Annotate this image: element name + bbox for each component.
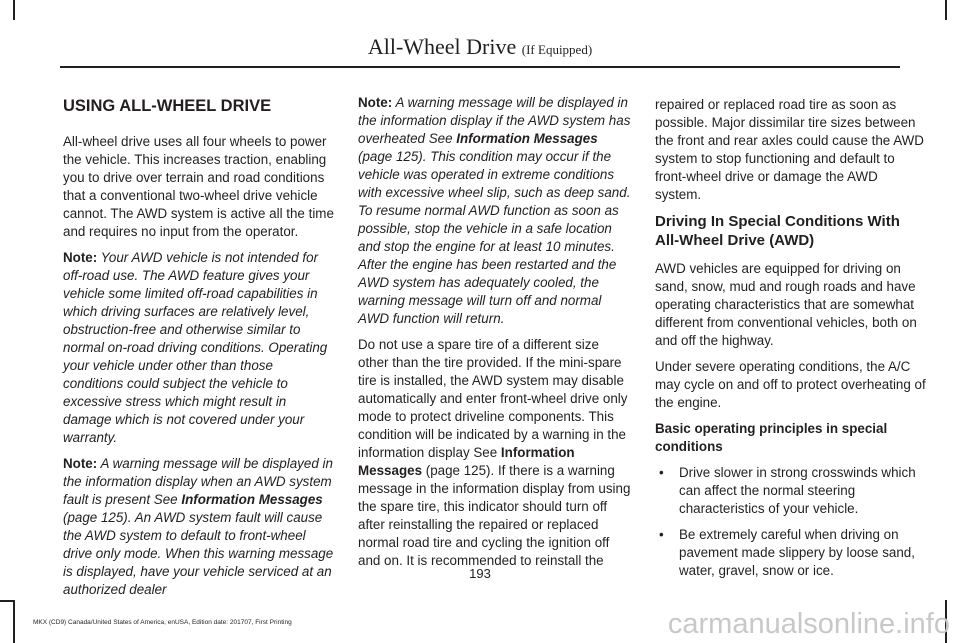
bullet-icon: • <box>659 527 664 542</box>
note-text: (page 125). This condition may occur if the vehicle was operated in extreme conditions with excessive wheel slip, such as deep sand. To resume normal AWD function as soon as possible, stop the vehicle in a safe location and stop the engine for at least 10 minutes. After the engine has been restarted and the AWD system has adequately cooled, the warning message will turn off and normal AWD function will return. <box>358 149 631 326</box>
header-title: All-Wheel Drive <box>367 34 517 59</box>
list-item: • Drive slower in strong crosswinds which can affect the normal steering characteristics of your vehicle. <box>659 465 916 516</box>
note-label: Note: <box>358 95 393 110</box>
crop-mark-top-left <box>13 0 15 20</box>
footer-edition: MKX (CD9) Canada/United States of America, enUSA, Edition date: 201707, First Printing <box>33 619 292 626</box>
cross-reference-link[interactable]: Information Messages <box>358 445 575 478</box>
header-rule <box>60 66 900 68</box>
paragraph-text: Do not use a spare tire of a different size other than the tire provided. If the mini-spare tire is installed, the AWD system may disable automatically and enter front-wheel drive only mode to protect driveline components. This condition will be indicated by a warning in the information display See <box>358 337 628 460</box>
crop-mark-top-right <box>945 0 947 20</box>
subsection-heading: Driving In Special Conditions With All-Wheel Drive (AWD) <box>655 213 900 249</box>
list-item: • Be extremely careful when driving on pavement made slippery by loose sand, water, gravel, snow or ice. <box>659 527 915 578</box>
note-overheat <box>358 94 631 328</box>
column-2 <box>358 94 631 578</box>
cross-reference-link[interactable]: Information Messages <box>181 492 323 507</box>
note-offroad <box>63 249 336 447</box>
note-label: Note: <box>63 456 98 471</box>
note-text: (page 125). An AWD system fault will cause the AWD system to default to front-wheel drive only mode. When this warning message is displayed, have your vehicle serviced at an authorized dealer <box>63 510 334 597</box>
page-number: 193 <box>469 566 491 581</box>
page-header <box>0 34 960 60</box>
header-subtitle: (If Equipped) <box>521 42 593 57</box>
note-text: A warning message will be displayed in the information display when an AWD system fault is present See <box>63 456 333 507</box>
watermark: carmanualsonline.info <box>667 608 950 640</box>
bullet-icon: • <box>659 465 664 480</box>
ac-paragraph: Under severe operating conditions, the A/C may cycle on and off to protect overheating of the engine. <box>655 359 926 410</box>
note-text: A warning message will be displayed in the information display if the AWD system has overheated See <box>358 95 631 146</box>
intro-paragraph: All-wheel drive uses all four wheels to power the vehicle. This increases traction, enabling you to drive over terrain and road conditions that a conventional two-wheel drive vehicle cannot. The AWD system is active all the time and requires no input from the operator. <box>63 134 334 239</box>
section-heading: USING ALL-WHEEL DRIVE <box>63 97 272 115</box>
paragraph-text: (page 125). If there is a warning message in the information display from using the spare tire, this indicator should turn off after reinstalling the repaired or replaced normal road tire and cycling the ignition off and on. It is recommended to reinstall the <box>358 463 631 568</box>
spare-tire-paragraph <box>358 336 631 570</box>
principles-list <box>655 464 927 580</box>
crop-mark-bottom-left-v <box>13 600 15 643</box>
column-3 <box>655 96 927 588</box>
awd-vehicles-paragraph: AWD vehicles are equipped for driving on sand, snow, mud and rough roads and have operating characteristics that are somewhat different from conventional vehicles, both on and off the highway. <box>655 261 917 348</box>
cross-reference-link[interactable]: Information Messages <box>456 131 598 146</box>
note-text: Your AWD vehicle is not intended for off-road use. The AWD feature gives your vehicle some limited off-road capabilities in which driving surfaces are relatively level, obstruction-free and otherwise similar to normal on-road driving conditions. Operating your vehicle under other than those conditions could subject the vehicle to excessive stress which might result in damage which is not covered under your warranty. <box>63 250 328 445</box>
crop-mark-bottom-left-h <box>0 600 13 602</box>
principles-heading: Basic operating principles in special conditions <box>655 421 888 454</box>
note-label: Note: <box>63 250 98 265</box>
column-1 <box>63 96 336 607</box>
continued-paragraph: repaired or replaced road tire as soon as possible. Major dissimilar tire sizes between the front and rear axles could cause the AWD system to stop functioning and default to front-wheel drive or damage the AWD system. <box>655 97 924 202</box>
